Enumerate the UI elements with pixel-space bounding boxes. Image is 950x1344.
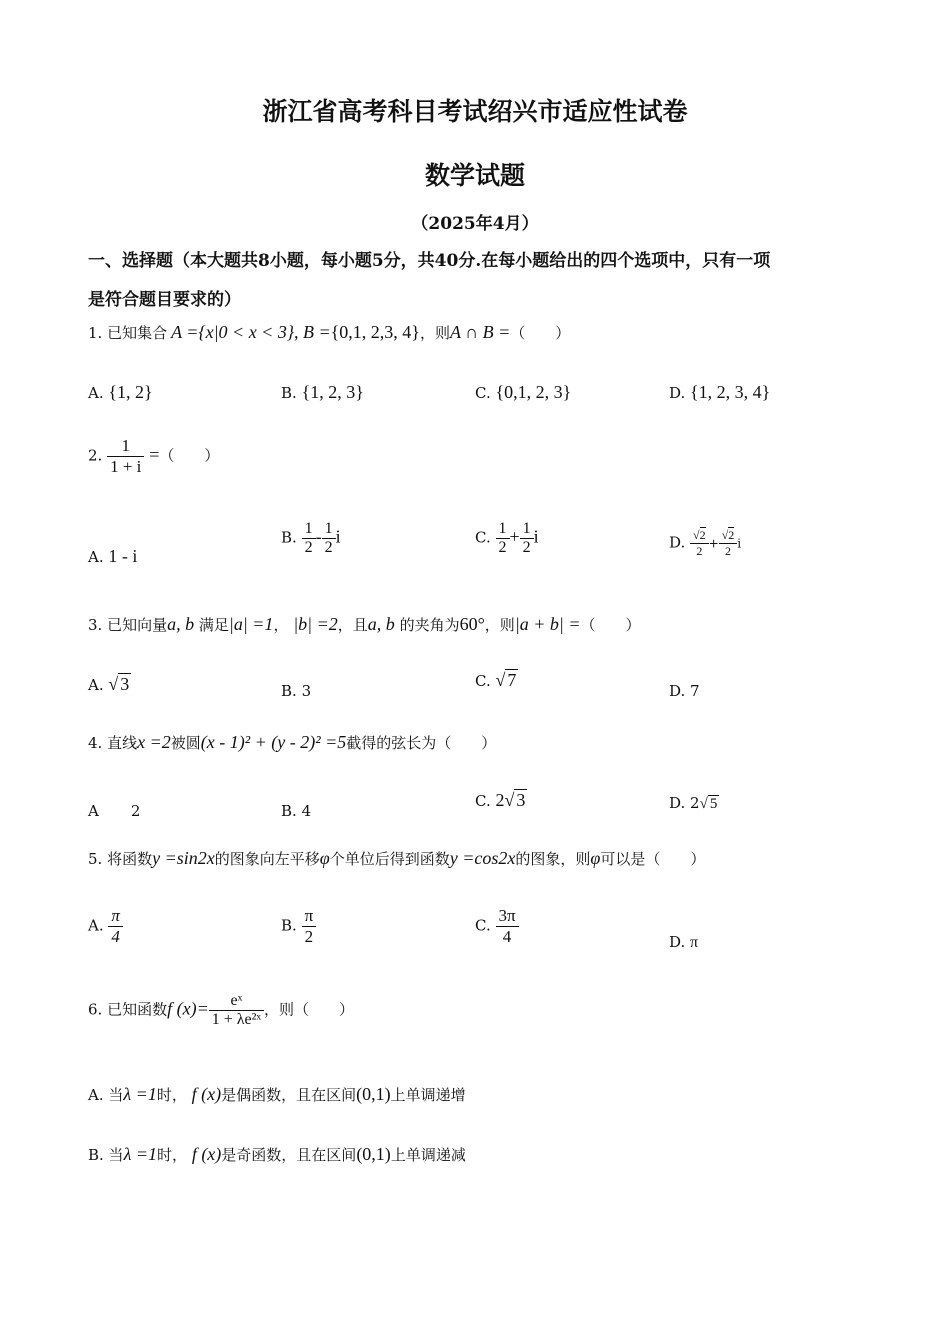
q1-set-b: {0,1, 2,3, 4} (330, 322, 420, 342)
numerator: 3π (498, 906, 516, 925)
q3-option-d (669, 682, 700, 700)
option-label: C. (475, 528, 491, 547)
q2-numerator: 1 (121, 436, 130, 455)
q4-option-b (281, 802, 311, 820)
q6-numerator: eˣ (230, 992, 243, 1009)
q1-option-c (475, 382, 571, 403)
denominator: 2 (719, 543, 738, 559)
q2-option-b (281, 520, 341, 557)
q2-fraction (107, 436, 144, 477)
numerator: √2 (721, 528, 735, 542)
q2-option-a (88, 524, 137, 567)
numerator: 1 (304, 520, 313, 537)
numerator: 1 (324, 520, 333, 537)
denominator: 2 (690, 543, 709, 559)
coefficient: 2 (690, 794, 700, 812)
option-value: {1, 2, 3} (301, 382, 364, 402)
option-label: C. (475, 792, 491, 810)
radicand: 3 (120, 674, 130, 694)
option-label: C. (475, 916, 491, 935)
option-text: 时， (157, 1146, 188, 1164)
denominator: 2 (496, 538, 510, 557)
imag-unit: i (737, 536, 742, 551)
q5-option-c (475, 906, 519, 947)
frac (520, 520, 534, 557)
option-value: 3 (301, 682, 312, 700)
option-label: A. (88, 916, 104, 935)
q3-option-a (88, 674, 131, 695)
q6-denominator: 1 + λe²ˣ (209, 1010, 264, 1029)
q6-function: f (x)= (167, 998, 209, 1019)
question-5 (88, 848, 705, 869)
option-value: 7 (690, 682, 700, 700)
sqrt: √ 7 (495, 670, 517, 690)
q2-denominator: 1 + i (107, 456, 144, 477)
frac (108, 906, 123, 947)
option-interval: (0,1) (356, 1144, 391, 1164)
option-text: 上单调递增 (390, 1086, 466, 1104)
option-interval: (0,1) (356, 1084, 391, 1104)
option-value: 1 - i (108, 546, 138, 566)
radicand: 2 (728, 528, 735, 542)
q4-option-d (669, 794, 719, 813)
frac (496, 520, 510, 557)
q5-phi: φ (319, 848, 330, 868)
numerator: 1 (498, 520, 507, 537)
option-label: D. (669, 682, 686, 700)
section-heading-line1: 一、选择题（本大题共8小题，每小题5分，共40分.在每小题给出的四个选项中，只有一项 (88, 251, 771, 271)
imag-unit: i (533, 526, 539, 547)
q3-text: ， (273, 616, 289, 634)
radicand: 2 (699, 528, 706, 542)
option-condition: λ =1 (123, 1144, 158, 1164)
q2-equals: = (149, 444, 160, 465)
option-value: 4 (301, 802, 312, 820)
option-label: A (88, 802, 99, 820)
q1-option-d (669, 382, 770, 403)
q4-text: 截得的弦长为（ ） (346, 734, 497, 752)
option-label: D. (669, 794, 686, 812)
q1-expression: A ∩ B = (449, 322, 511, 342)
numerator: π (111, 906, 120, 925)
q3-angle: 60° (459, 614, 485, 634)
radicand: 3 (516, 790, 526, 810)
option-label: C. (475, 672, 491, 690)
q4-text: 被圆 (170, 734, 201, 752)
q4-option-c (475, 790, 527, 811)
q5-text: 个单位后得到函数 (329, 850, 450, 868)
q3-expression: |a + b| = (514, 614, 581, 634)
q2-option-c (475, 520, 539, 557)
q3-vectors: a, b (367, 614, 395, 634)
option-label: B. (281, 802, 297, 820)
option-function: f (x) (191, 1144, 222, 1164)
q3-text: 的夹角为 (399, 616, 460, 634)
option-label: A. 当 (88, 1086, 124, 1104)
q4-line: x =2 (137, 732, 171, 752)
q5-function-2: y =cos2x (449, 848, 516, 868)
frac (719, 528, 738, 559)
question-3 (88, 614, 641, 635)
option-value: {1, 2} (108, 382, 153, 402)
option-value: 2 (130, 802, 141, 820)
q3-text: 满足 (198, 616, 229, 634)
denominator: 2 (322, 538, 336, 557)
q5-option-a (88, 906, 123, 947)
q5-text: 的图象，则 (515, 850, 591, 868)
option-value: {0,1, 2, 3} (495, 382, 572, 402)
q2-number: 2. (88, 446, 103, 465)
q3-text: ，且 (337, 616, 368, 634)
question-2 (88, 436, 219, 477)
section-heading-line2: 是符合题目要求的） (88, 290, 241, 310)
option-label: B. (281, 916, 297, 935)
q3-norm-a: |a| =1 (228, 614, 274, 634)
option-condition: λ =1 (123, 1084, 157, 1104)
sqrt: √ 3 (108, 674, 130, 694)
option-label: C. (475, 384, 491, 402)
q1-set-a: A ={x|0 < x < 3}, B = (171, 322, 331, 342)
numerator: √2 (693, 528, 706, 542)
q6-text: ，则（ ） (264, 1000, 355, 1019)
option-text: 是奇函数，且在区间 (221, 1146, 357, 1164)
numerator: π (304, 906, 314, 925)
q2-option-d (669, 528, 741, 559)
option-label: A. (88, 384, 104, 402)
question-4 (88, 732, 496, 753)
q3-vectors: a, b (167, 614, 195, 634)
q4-option-a (88, 802, 140, 820)
option-value: {1, 2, 3, 4} (690, 382, 771, 402)
q5-number: 5. 将函数 (88, 850, 153, 868)
q3-option-b (281, 682, 311, 700)
question-6 (88, 992, 354, 1029)
exam-title: 浙江省高考科目考试绍兴市适应性试卷 (262, 97, 688, 126)
q5-option-b (281, 906, 316, 947)
option-label: B. (281, 528, 297, 547)
q5-text: 的图象向左平移 (214, 850, 320, 868)
q1-paren: （ ） (510, 324, 571, 342)
option-text: 是偶函数，且在区间 (221, 1086, 357, 1104)
frac (302, 520, 316, 557)
operator: - (315, 526, 322, 547)
option-label: A. (88, 548, 104, 566)
q5-text: 可以是（ ） (600, 850, 706, 868)
denominator: 2 (520, 538, 534, 557)
question-1 (88, 322, 570, 343)
q5-function-1: y =sin2x (152, 848, 215, 868)
option-text: 上单调递减 (390, 1146, 466, 1164)
q6-option-a (88, 1084, 466, 1105)
sqrt: √ 3 (504, 790, 526, 810)
numerator: 1 (522, 520, 531, 537)
option-label: A. (88, 676, 104, 694)
q5-option-d (669, 933, 698, 952)
sqrt: √ 5 (699, 796, 718, 812)
option-label: B. 当 (88, 1146, 124, 1164)
q1-option-a (88, 382, 153, 403)
q5-phi: φ (590, 848, 601, 868)
frac (690, 528, 709, 559)
q1-option-b (281, 382, 364, 403)
q3-paren: （ ） (580, 616, 641, 634)
operator: + (708, 536, 719, 551)
denominator: 2 (302, 538, 316, 557)
frac (496, 906, 519, 947)
q6-fraction (209, 992, 264, 1029)
denominator: 2 (302, 926, 317, 947)
radicand: 7 (507, 670, 517, 690)
frac (322, 520, 336, 557)
exam-date: （2025年4月） (411, 214, 539, 234)
radicand: 5 (709, 796, 718, 812)
option-function: f (x) (191, 1084, 222, 1104)
denominator: 4 (496, 926, 519, 947)
exam-subtitle: 数学试题 (424, 161, 525, 190)
q1-number: 1. 已知集合 (88, 324, 168, 342)
option-label: D. (669, 533, 686, 552)
option-value: π (690, 934, 699, 951)
q3-number: 3. 已知向量 (88, 616, 168, 634)
option-label: D. (669, 933, 686, 951)
option-label: B. (281, 384, 297, 402)
q6-option-b (88, 1144, 466, 1165)
denominator: 4 (108, 926, 123, 947)
q4-number: 4. 直线 (88, 734, 138, 752)
q2-paren: （ ） (159, 446, 220, 465)
option-text: 时， (156, 1086, 187, 1104)
q3-text: ，则 (484, 616, 515, 634)
frac (302, 906, 317, 947)
option-label: B. (281, 682, 297, 700)
q3-norm-b: |b| =2 (293, 614, 338, 634)
q4-circle: (x - 1)² + (y - 2)² =5 (200, 732, 347, 752)
q1-then: ，则 (419, 324, 450, 342)
operator: + (509, 526, 520, 547)
coefficient: 2 (495, 790, 505, 810)
imag-unit: i (335, 526, 341, 547)
q6-number: 6. 已知函数 (88, 1000, 168, 1019)
option-label: D. (669, 384, 686, 402)
q3-option-c (475, 670, 518, 691)
